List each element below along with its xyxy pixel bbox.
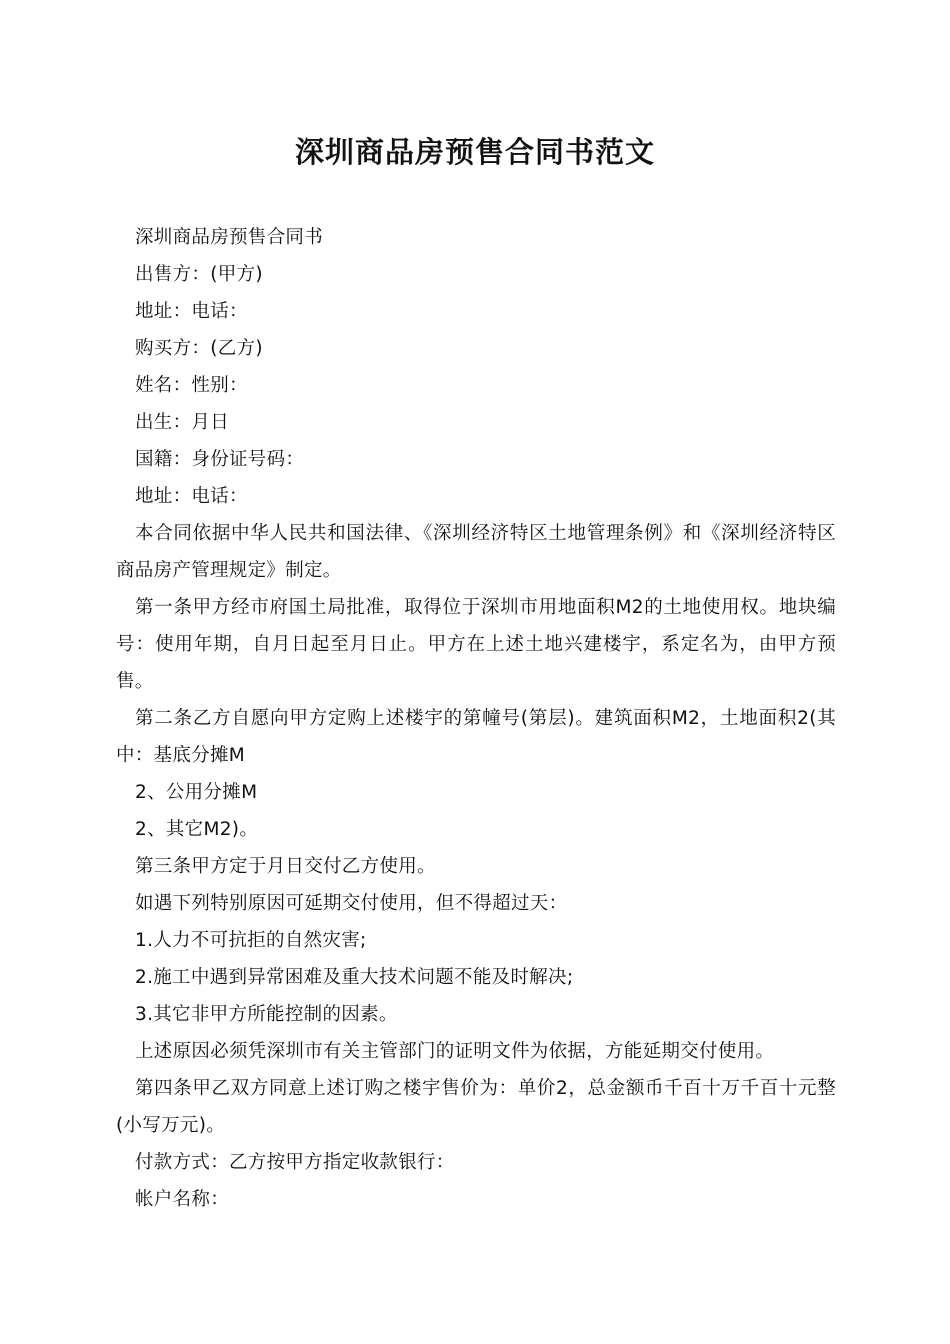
delay-reason-3: 3.其它非甲方所能控制的因素。 <box>135 1004 398 1025</box>
legal-basis-paragraph: 本合同依据中华人民共和国法律、《深圳经济特区土地管理条例》和《深圳经济特区商品房产管理规定》制定。 <box>116 523 836 581</box>
buyer-address-line: 地址：电话： <box>135 486 248 507</box>
account-name-line: 帐户名称： <box>135 1189 230 1210</box>
contract-name-line: 深圳商品房预售合同书 <box>135 227 324 248</box>
document-title: 深圳商品房预售合同书范文 <box>294 135 655 169</box>
article-4-paragraph: 第四条甲乙双方同意上述订购之楼宇售价为：单价2，总金额币千百十万千百十元整(小写万元)。 <box>116 1078 836 1136</box>
article-3-paragraph: 第三条甲方定于月日交付乙方使用。 <box>135 856 436 877</box>
article-2-public-share-line: 2、公用分摊M <box>135 782 258 803</box>
buyer-line: 购买方：(乙方) <box>135 338 263 359</box>
document-body <box>116 219 836 1218</box>
seller-line: 出售方：(甲方) <box>135 264 263 285</box>
delay-reason-2: 2.施工中遇到异常困难及重大技术问题不能及时解决; <box>135 967 574 988</box>
delay-conditions-line: 如遇下列特别原因可延期交付使用，但不得超过天： <box>135 893 568 914</box>
article-1-paragraph: 第一条甲方经市府国土局批准，取得位于深圳市用地面积M2的土地使用权。地块编号：使用年期，自月日起至月日止。甲方在上述土地兴建楼宇，系定名为，由甲方预售。 <box>116 597 836 692</box>
payment-method-line: 付款方式：乙方按甲方指定收款银行： <box>135 1152 455 1173</box>
seller-address-line: 地址：电话： <box>135 301 248 322</box>
article-2-paragraph: 第二条乙方自愿向甲方定购上述楼宇的第幢号(第层)。建筑面积M2，土地面积2(其中：基底分摊M <box>116 708 836 766</box>
buyer-birth-line: 出生：月日 <box>135 412 230 433</box>
delay-reason-1: 1.人力不可抗拒的自然灾害; <box>135 930 367 951</box>
delay-proof-paragraph: 上述原因必须凭深圳市有关主管部门的证明文件为依据，方能延期交付使用。 <box>135 1041 775 1062</box>
article-2-other-line: 2、其它M2)。 <box>135 819 259 840</box>
buyer-name-gender-line: 姓名：性别： <box>135 375 248 396</box>
buyer-nationality-id-line: 国籍：身份证号码： <box>135 449 305 470</box>
